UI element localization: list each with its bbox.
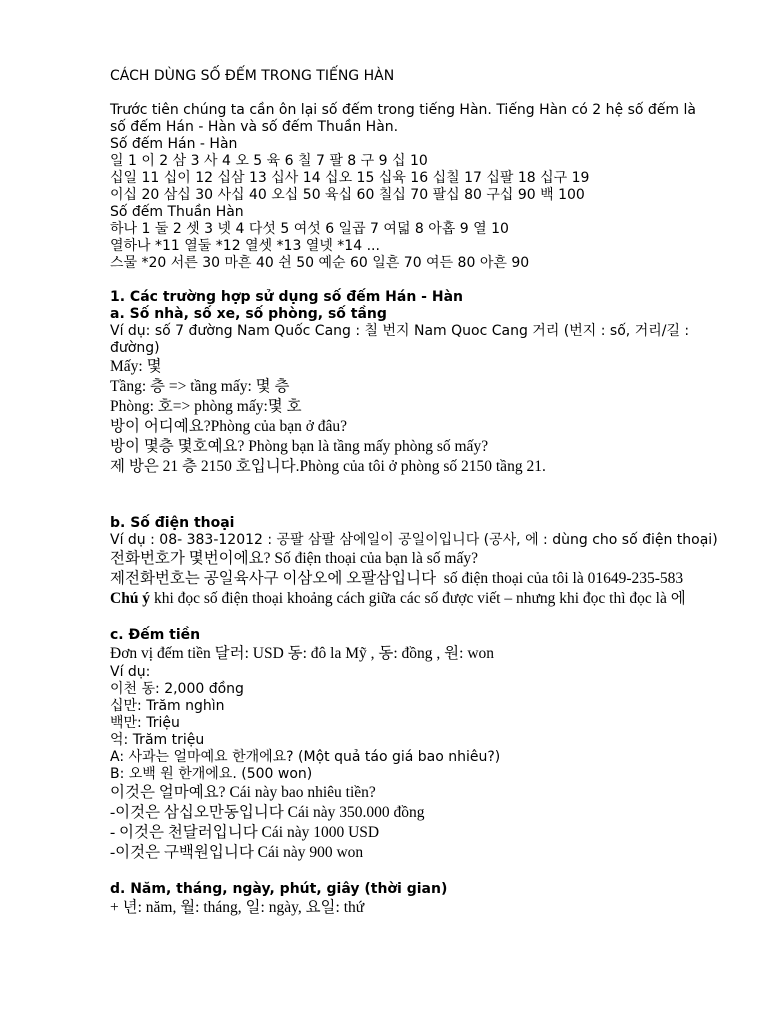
document-title: CÁCH DÙNG SỐ ĐẾM TRONG TIẾNG HÀN xyxy=(110,68,395,84)
thuan-han-row: 하나 1 둘 2 셋 3 넷 4 다섯 5 여섯 6 일곱 7 여덟 8 아홉 9 열 10 xyxy=(110,221,509,237)
thuan-han-row: 스물 *20 서른 30 마흔 40 쉰 50 예순 60 일흔 70 여든 80 아흔 90 xyxy=(110,255,530,271)
section-c-price-line: - 이것은 천달러입니다 Cái này 1000 USD xyxy=(110,824,380,841)
intro-paragraph: Trước tiên chúng ta cần ôn lại số đếm trong tiếng Hàn. Tiếng Hàn có 2 hệ số đếm là số đếm Hán - Hàn và số đếm Thuần Hàn. xyxy=(110,102,696,135)
spacer xyxy=(110,609,730,627)
section-b-example: Ví dụ : 08- 383-12012 : 공팔 삼팔 삼에일이 공일이입니다 (공사, 에 : dùng cho số điện thoại) xyxy=(110,532,718,548)
document-page xyxy=(110,68,730,918)
section-a-heading: a. Số nhà, số xe, số phòng, số tầng xyxy=(110,306,387,322)
section-c-line: A: 사과는 얼마예요 한개에요? (Một quả táo giá bao nhiêu?) xyxy=(110,749,501,765)
han-han-row: 십일 11 십이 12 십삼 13 십사 14 십오 15 십육 16 십칠 17 십팔 18 십구 19 xyxy=(110,170,590,186)
note-text: khi đọc số điện thoại khoảng cách giữa các số được viết – nhưng khi đọc thì đọc là 에 xyxy=(150,590,686,607)
han-han-row: 이십 20 삼십 30 사십 40 오십 50 육십 60 칠십 70 팔십 80 구십 90 백 100 xyxy=(110,187,585,203)
section-c-line: B: 오백 원 한개에요. (500 won) xyxy=(110,766,313,782)
section-c-heading: c. Đếm tiền xyxy=(110,627,201,643)
section-1-heading: 1. Các trường hợp sử dụng số đếm Hán - Hàn xyxy=(110,289,464,305)
section-d-heading: d. Năm, tháng, ngày, phút, giây (thời gian) xyxy=(110,881,448,897)
spacer xyxy=(110,477,730,515)
section-a-example: Ví dụ: số 7 đường Nam Quốc Cang : 칠 번지 Nam Quoc Cang 거리 (번지 : số, 거리/길 : đường) xyxy=(110,323,690,356)
section-c-price-line: -이것은 구백원입니다 Cái này 900 won xyxy=(110,844,364,861)
thuan-han-heading: Số đếm Thuần Hàn xyxy=(110,204,244,220)
section-a-line: 방이 어디예요?Phòng của bạn ở đâu? xyxy=(110,418,348,435)
han-han-row: 일 1 이 2 삼 3 사 4 오 5 육 6 칠 7 팔 8 구 9 십 10 xyxy=(110,153,428,169)
section-a-line: 방이 몇층 몇호예요? Phòng bạn là tầng mấy phòng số mấy? xyxy=(110,438,489,455)
section-c-line: 백만: Triệu xyxy=(110,715,180,731)
section-b-line: 제전화번호는 공일육사구 이삼오에 오팔삼입니다 số điện thoại của tôi là 01649-235-583 xyxy=(110,570,684,587)
section-d-line: + 년: năm, 월: tháng, 일: ngày, 요일: thứ xyxy=(110,899,365,916)
spacer xyxy=(110,272,730,289)
section-b-note xyxy=(110,589,720,609)
section-a-line: 제 방은 21 층 2150 호입니다.Phòng của tôi ở phòng số 2150 tầng 21. xyxy=(110,458,546,475)
section-c-line: 억: Trăm triệu xyxy=(110,732,205,748)
section-a-line: Phòng: 호=> phòng mấy:몇 호 xyxy=(110,398,302,415)
section-c-unit-line: Đơn vị đếm tiền 달러: USD 동: đô la Mỹ , 동: đồng , 원: won xyxy=(110,645,495,662)
section-c-line: 십만: Trăm nghìn xyxy=(110,698,225,714)
han-han-heading: Số đếm Hán - Hàn xyxy=(110,136,238,152)
section-b-heading: b. Số điện thoại xyxy=(110,515,235,531)
section-c-price-line: 이것은 얼마예요? Cái này bao nhiêu tiền? xyxy=(110,784,376,801)
section-a-line: Tầng: 층 => tầng mấy: 몇 층 xyxy=(110,378,290,395)
section-c-example-label: Ví dụ: xyxy=(110,664,151,680)
spacer xyxy=(110,85,730,102)
section-c-line: 이천 동: 2,000 đồng xyxy=(110,681,244,697)
section-a-line: Mấy: 몇 xyxy=(110,358,162,375)
section-b-line: 전화번호가 몇번이에요? Số điện thoại của bạn là số mấy? xyxy=(110,550,478,567)
note-label: Chú ý xyxy=(110,590,151,607)
spacer xyxy=(110,863,730,881)
section-c-price-line: -이것은 삼십오만동입니다 Cái này 350.000 đồng xyxy=(110,804,425,821)
thuan-han-row: 열하나 *11 열둘 *12 열셋 *13 열넷 *14 ... xyxy=(110,238,380,254)
